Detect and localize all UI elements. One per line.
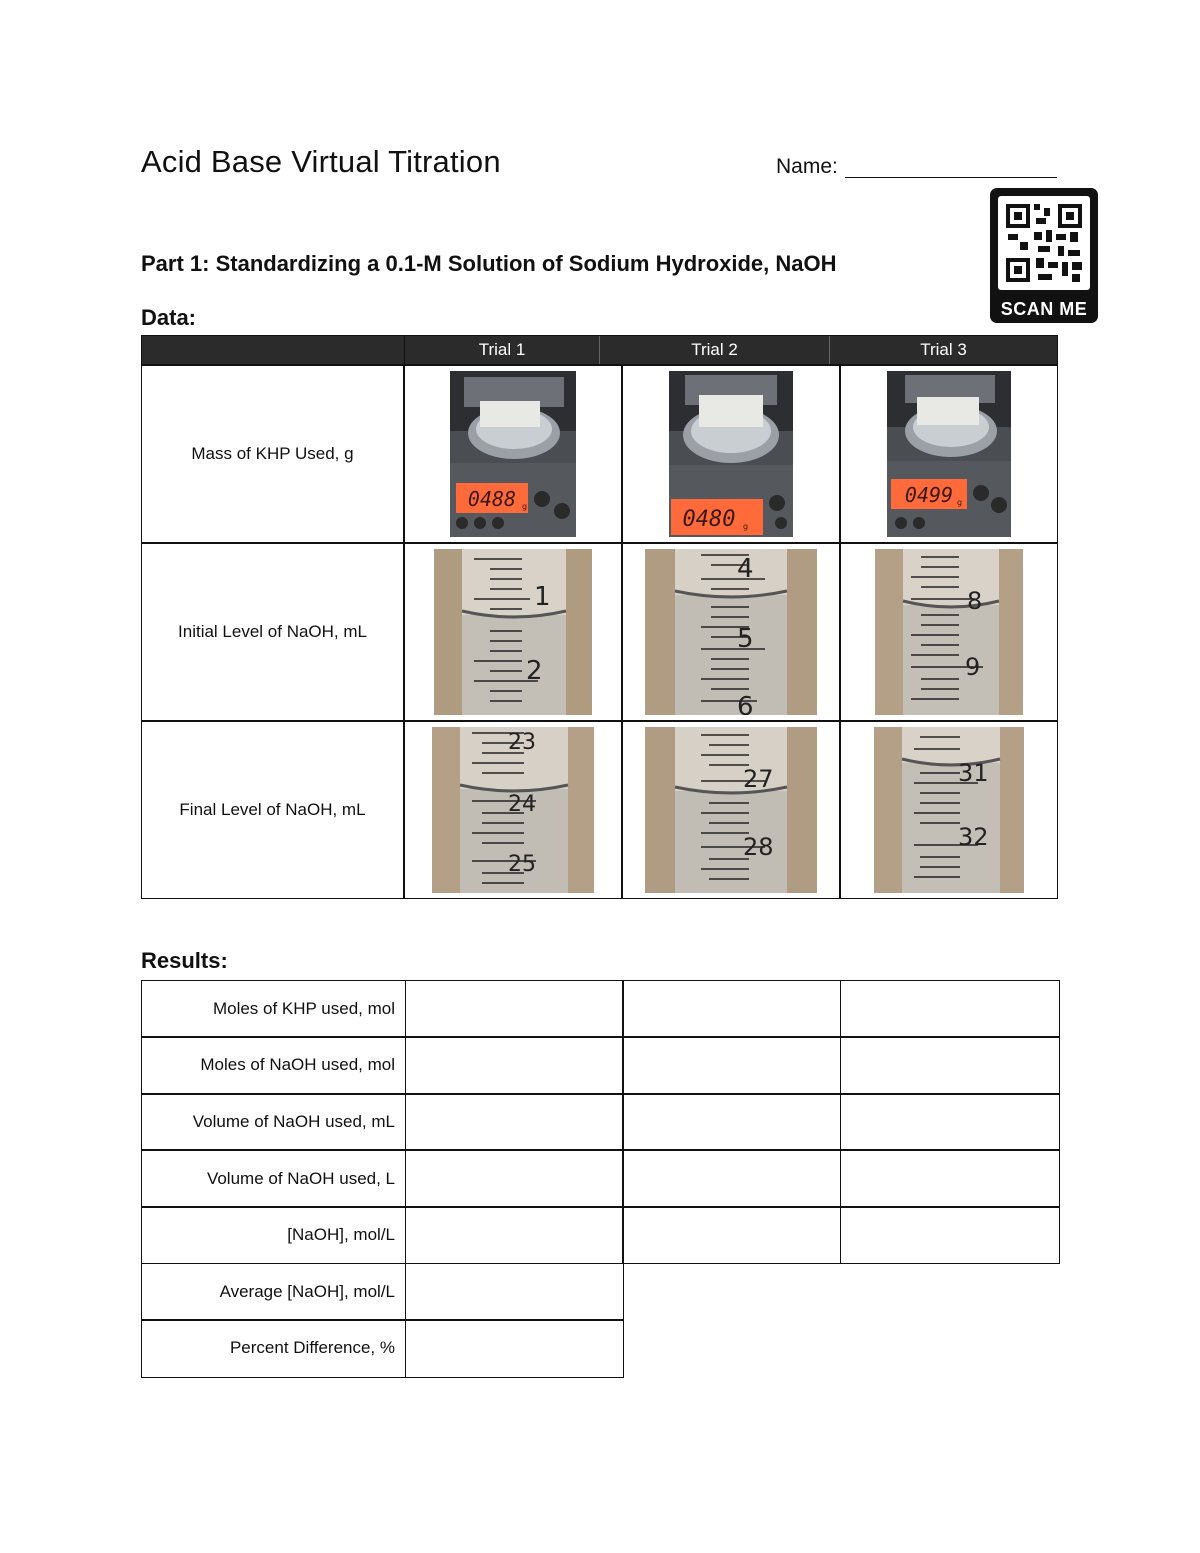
- results-row-label: Average [NaOH], mol/L: [141, 1263, 406, 1322]
- balance-unit: g: [743, 522, 749, 531]
- results-row: [141, 1151, 1060, 1208]
- results-row-label: Moles of NaOH used, mol: [141, 1036, 406, 1095]
- burette-mark: 8: [967, 587, 983, 615]
- name-field[interactable]: [845, 177, 1057, 178]
- balance-photo-trial-2: [669, 371, 793, 537]
- results-input-cell[interactable]: [622, 1206, 841, 1265]
- balance-reading: 0499: [904, 483, 954, 507]
- burette-photo-trial-2: [645, 549, 817, 715]
- qr-pattern-icon: [998, 196, 1090, 290]
- data-row-initial: [142, 542, 1057, 720]
- burette-photo-trial-2-final: [645, 727, 817, 893]
- balance-unit: g: [522, 502, 528, 511]
- results-row: [141, 1207, 1060, 1264]
- results-row: [141, 1038, 1060, 1095]
- balance-photo-trial-1: [450, 371, 576, 537]
- data-row-mass: [142, 364, 1057, 542]
- cell-trial-3: [841, 722, 1057, 898]
- results-input-cell[interactable]: [622, 1036, 841, 1095]
- results-input-cell[interactable]: [405, 1206, 624, 1265]
- row-label: Mass of KHP Used, g: [142, 366, 405, 542]
- header-blank: [142, 336, 405, 364]
- balance-photo-trial-3: [887, 371, 1011, 537]
- burette-mark: 2: [526, 656, 543, 686]
- results-row-label: Volume of NaOH used, L: [141, 1149, 406, 1208]
- results-input-cell[interactable]: [622, 980, 841, 1039]
- results-row-label: Percent Difference, %: [141, 1319, 406, 1378]
- results-input-cell[interactable]: [840, 1206, 1060, 1265]
- header-trial-1: Trial 1: [405, 336, 600, 364]
- results-row: [141, 1264, 624, 1321]
- row-label: Final Level of NaOH, mL: [142, 722, 405, 898]
- name-label: Name:: [776, 155, 838, 178]
- results-input-cell[interactable]: [840, 1093, 1060, 1152]
- results-input-cell[interactable]: [405, 980, 624, 1039]
- results-row-label: Volume of NaOH used, mL: [141, 1093, 406, 1152]
- row-label: Initial Level of NaOH, mL: [142, 544, 405, 720]
- results-row: [141, 1094, 1060, 1151]
- header-trial-3: Trial 3: [920, 340, 967, 359]
- burette-mark: 4: [737, 554, 754, 584]
- data-table: [141, 335, 1058, 899]
- burette-photo-trial-3: [875, 549, 1023, 715]
- results-row: [141, 1321, 624, 1378]
- burette-photo-trial-3-final: [874, 727, 1024, 893]
- burette-mark: 23: [508, 730, 536, 755]
- data-heading: Data:: [141, 305, 197, 330]
- part1-heading: Part 1: Standardizing a 0.1-M Solution of Sodium Hydroxide, NaOH: [141, 251, 837, 276]
- results-row-label: Moles of KHP used, mol: [141, 980, 406, 1039]
- burette-mark: 5: [737, 624, 754, 654]
- page-title: Acid Base Virtual Titration: [141, 144, 501, 179]
- burette-mark: 32: [958, 823, 989, 851]
- results-input-cell[interactable]: [405, 1149, 624, 1208]
- results-input-cell[interactable]: [405, 1319, 624, 1378]
- cell-trial-1: [405, 544, 623, 720]
- burette-mark: 25: [508, 852, 536, 877]
- burette-mark: 31: [958, 759, 989, 787]
- results-heading: Results:: [141, 948, 228, 973]
- burette-photo-trial-1-final: [432, 727, 594, 893]
- burette-mark: 28: [743, 833, 774, 861]
- qr-label: SCAN ME: [1000, 299, 1088, 319]
- data-table-header: [142, 336, 1057, 364]
- results-row: [141, 981, 1060, 1038]
- results-input-cell[interactable]: [405, 1093, 624, 1152]
- cell-trial-2: [623, 544, 841, 720]
- cell-trial-3: [841, 544, 1057, 720]
- results-input-cell[interactable]: [840, 980, 1060, 1039]
- results-input-cell[interactable]: [622, 1093, 841, 1152]
- burette-mark: 9: [965, 653, 981, 681]
- burette-mark: 6: [737, 692, 754, 715]
- results-input-cell[interactable]: [405, 1263, 624, 1322]
- results-input-cell[interactable]: [405, 1036, 624, 1095]
- burette-mark: 1: [534, 582, 551, 612]
- cell-trial-3: [841, 366, 1057, 542]
- balance-reading: 0488: [467, 487, 517, 511]
- results-row-label: [NaOH], mol/L: [141, 1206, 406, 1265]
- results-input-cell[interactable]: [622, 1149, 841, 1208]
- cell-trial-2: [623, 722, 841, 898]
- results-input-cell[interactable]: [840, 1036, 1060, 1095]
- cell-trial-1: [405, 722, 623, 898]
- results-input-cell[interactable]: [840, 1149, 1060, 1208]
- data-row-final: [142, 720, 1057, 898]
- cell-trial-1: [405, 366, 623, 542]
- burette-mark: 24: [508, 792, 536, 817]
- balance-unit: g: [957, 498, 963, 507]
- cell-trial-2: [623, 366, 841, 542]
- burette-mark: 27: [743, 765, 774, 793]
- burette-photo-trial-1: [434, 549, 592, 715]
- header-trial-2: Trial 2: [600, 336, 830, 364]
- balance-reading: 0480: [682, 507, 736, 532]
- qr-code[interactable]: [990, 188, 1098, 323]
